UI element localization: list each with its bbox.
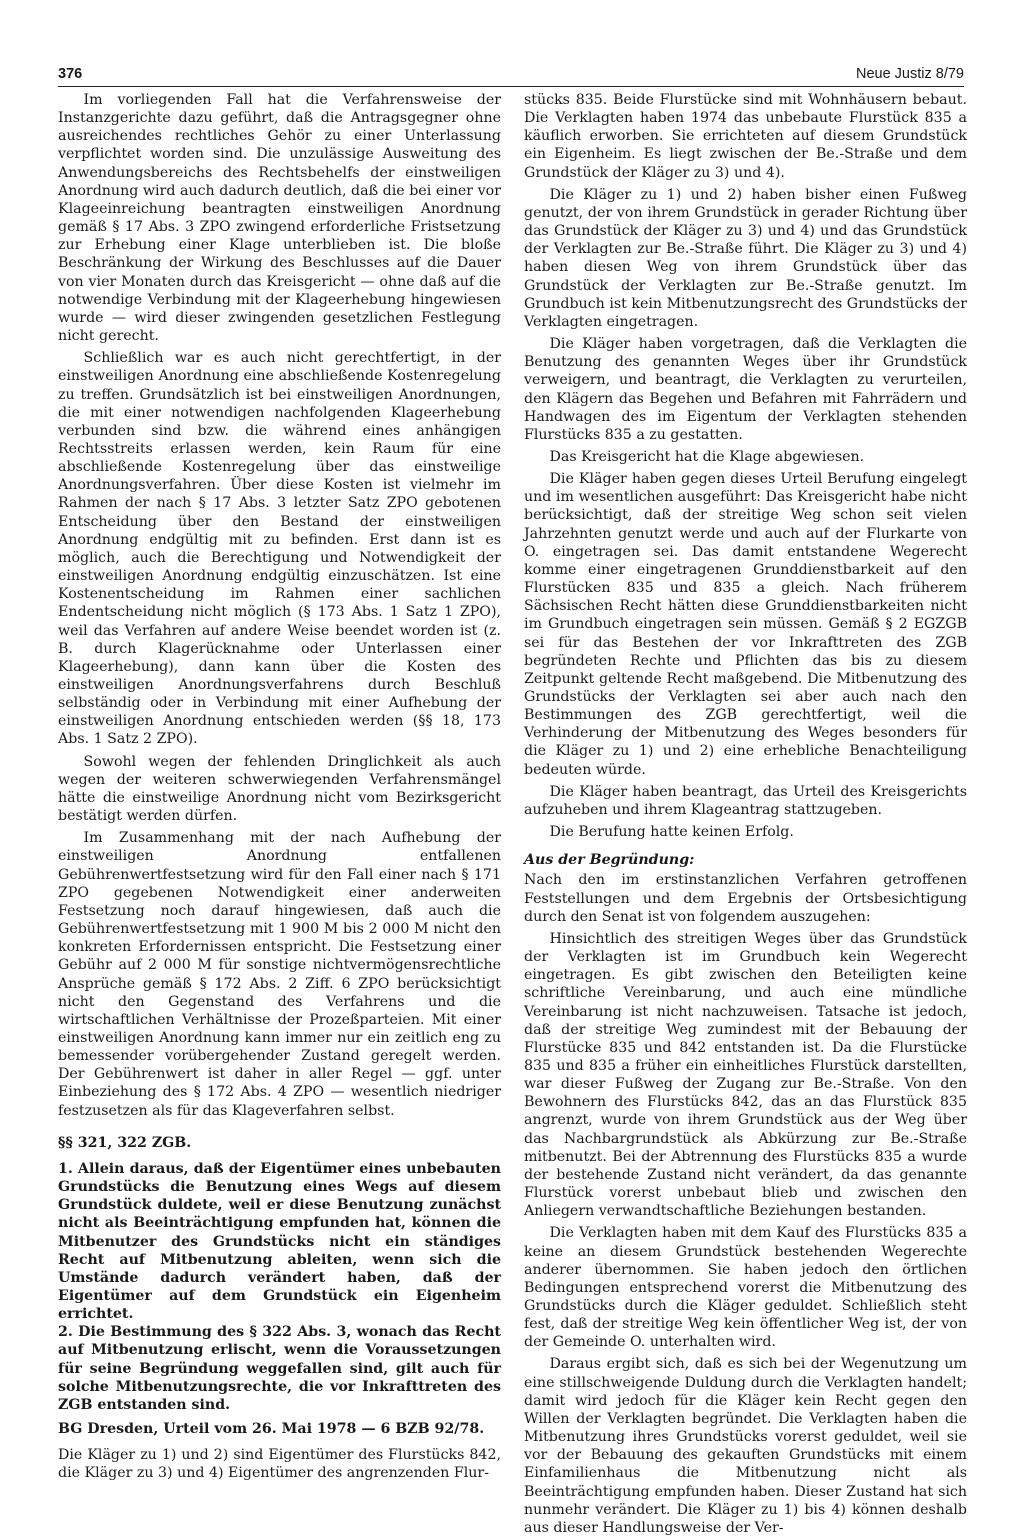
page-number: 376 bbox=[58, 66, 83, 82]
section-heading: Aus der Begründung: bbox=[524, 852, 695, 869]
left-column bbox=[58, 91, 501, 1482]
paragraph: Daraus ergibt sich, daß es sich bei der Wegenutzung um eine stillschweigende Duldung durch die Verklagten handelt; damit wird jedoch für die Kläger kein Recht gegen den Willen der Verklagten begründet. Die Verklagten haben die Mitbenutzung ihres Grundstücks vorerst geduldet, weil sie vor der Bebauung des gekauften Grundstücks mit einem Einfamilienhaus die Mitbenutzung nicht als Beeinträchtigung empfunden haben. Dieser Zustand hat sich nunmehr verändert. Die Kläger zu 1) bis 4) können deshalb aus dieser Handlungsweise der Ver- bbox=[524, 1356, 967, 1536]
paragraph: Schließlich war es auch nicht gerechtfertigt, in der einstweiligen Anordnung eine abschließende Kostenregelung zu treffen. Grundsätzlich ist bei einstweiligen Anordnungen, die mit einer notwendigen nachfolgenden Klageerhebung verbunden sind bzw. die während eines anhängigen Rechtsstreits erlassen werden, kein Raum für eine abschließende Kostenregelung über das einstweilige Anordnungsverfahren. Über diese Kosten ist vielmehr im Rahmen der nach § 17 Abs. 3 letzter Satz ZPO gebotenen Entscheidung über den Bestand der einstweiligen Anordnung endgültig mit zu befinden. Erst dann ist es möglich, auch die Berechtigung und Notwendigkeit der einstweiligen Anordnung endgültig einzuschätzen. Ist eine Kostenentscheidung im Rahmen einer sachlichen Endentscheidung nicht möglich (§ 173 Abs. 1 Satz 1 ZPO), weil das Verfahren auf andere Weise beendet worden ist (z. B. durch Klagerücknahme oder Unterlassen einer Klageerhebung), dann kann über die Kosten des einstweiligen Anordnungsverfahrens durch Beschluß selbständig oder in Verbindung mit einer Aufhebung der einstweiligen Anordnung entschieden werden (§§ 18, 173 Abs. 1 Satz 2 ZPO). bbox=[58, 350, 501, 748]
paragraph: Im vorliegenden Fall hat die Verfahrensweise der Instanzgerichte dazu geführt, daß die Antragsgegner ohne ausreichendes rechtliches Gehör zu einer Unterlassung verpflichtet worden sind. Die unzulässige Ausweitung des Anwendungsbereichs des Rechtsbehelfs der einstweiligen Anordnung wird auch dadurch deutlich, daß die bei einer vor Klageeinreichung beantragten einstweiligen Anordnung gemäß § 17 Abs. 3 ZPO zwingend erforderliche Fristsetzung zur Erhebung einer Klage unterblieben ist. Die bloße Beschränkung der Wirkung des Beschlusses auf die Dauer von vier Monaten durch das Kreisgericht — ohne daß auf die notwendige Verbindung mit der Klageerhebung hingewiesen wurde — wird dieser zwingenden gesetzlichen Festlegung nicht gerecht. bbox=[58, 92, 501, 345]
paragraph: Sowohl wegen der fehlenden Dringlichkeit als auch wegen der weiteren schwerwiegenden Verfahrensmängel hätte die einstweilige Anordnung nicht vom Bezirksgericht bestätigt werden dürfen. bbox=[58, 753, 501, 825]
paragraph: Die Verklagten haben mit dem Kauf des Flurstücks 835 a keine an diesem Grundstück bestehenden Wegerechte anderer übernommen. Sie haben jedoch den örtlichen Bedingungen entsprechend vorerst die Mitbenutzung des Grundstücks durch die Kläger geduldet. Schließlich steht fest, daß der streitige Weg kein öffentlicher Weg ist, der von der Gemeinde O. unterhalten wird. bbox=[524, 1225, 967, 1351]
paragraph: Die Berufung hatte keinen Erfolg. bbox=[549, 824, 794, 841]
paragraph: Nach den im erstinstanzlichen Verfahren getroffenen Feststellungen und dem Ergebnis der Ortsbesichtigung durch den Senat ist von folgendem auszugehen: bbox=[524, 872, 967, 925]
decision-citation: BG Dresden, Urteil vom 26. Mai 1978 — 6 BZB 92/78. bbox=[58, 1421, 485, 1438]
law-reference: §§ 321, 322 ZGB. bbox=[58, 1134, 192, 1151]
paragraph: Das Kreisgericht hat die Klage abgewiesen. bbox=[549, 448, 865, 465]
headnote-2: 2. Die Bestimmung des § 322 Abs. 3, wonach das Recht auf Mitbenutzung erlischt, wenn die Voraussetzungen für seine Begründung weggefallen sind, gilt auch für solche Mitbenutzungsrechte, die vor Inkrafttreten des ZGB entstanden sind. bbox=[58, 1324, 501, 1413]
paragraph: Hinsichtlich des streitigen Weges über das Grundstück der Verklagten ist im Grundbuch kein Wegerecht eingetragen. Es gibt zwischen den Beteiligten keine schriftliche Vereinbarung, und auch eine mündliche Vereinbarung ist nicht nachzuweisen. Tatsache ist jedoch, daß der streitige Weg zumindest mit der Bebauung der Flurstücke 835 und 842 entstanden ist. Da die Flurstücke 835 und 835 a früher ein einheitliches Flurstück darstellten, war dieser Fußweg der Zugang zur Be.-Straße. Von den Bewohnern des Flurstücks 842, das an das Flurstück 835 angrenzt, wurde von ihrem Grundstück aus der Weg über das Nachbargrundstück als Abkürzung zur Be.-Straße mitbenutzt. Bei der Abtrennung des Flurstücks 835 a wurde der bestehende Zustand nicht verändert, da das genannte Flurstück vorerst unbebaut blieb und zwischen den Anliegern verwandtschaftliche Beziehungen bestanden. bbox=[524, 930, 967, 1220]
paragraph: Im Zusammenhang mit der nach Aufhebung der einstweiligen Anordnung entfallenen Gebührenwertfestsetzung wird für den Fall einer nach § 171 ZPO gegebenen Notwendigkeit einer anderweiten Festsetzung noch darauf hingewiesen, daß auch die Gebührenwertfestsetzung mit 1 900 M bis 2 000 M nicht den konkreten Erfordernissen entspricht. Die Festsetzung einer Gebühr auf 2 000 M für sonstige nichtvermögensrechtliche Ansprüche gemäß § 172 Abs. 2 Ziff. 6 ZPO berücksichtigt nicht den Gegenstand des Verfahrens und die wirtschaftlichen Verhältnisse der Prozeßparteien. Mit einer einstweiligen Anordnung kann immer nur ein zeitlich eng zu bemessender vorübergehender Zustand geregelt werden. Der Gebührenwert ist daher in aller Regel — ggf. unter Einbeziehung des § 172 Abs. 4 ZPO — wesentlich niedriger festzusetzen als für das Klageverfahren selbst. bbox=[58, 830, 501, 1119]
paragraph: Die Kläger zu 1) und 2) sind Eigentümer des Flurstücks 842, die Kläger zu 3) und 4) Eigentümer des angrenzenden Flur- bbox=[58, 1447, 501, 1482]
paragraph: Die Kläger haben vorgetragen, daß die Verklagten die Benutzung des genannten Weges über ihr Grundstück verweigern, und beantragt, die Verklagten zu verurteilen, den Klägern das Begehen und Befahren mit Fahrrädern und Handwagen des im Eigentum der Verklagten stehenden Flurstücks 835 a zu gestatten. bbox=[524, 336, 967, 443]
headnote-1: 1. Allein daraus, daß der Eigentümer eines unbebauten Grundstücks die Benutzung eines Wegs auf diesem Grundstück duldete, weil er diese Benutzung zunächst nicht als Beeinträchtigung empfunden hat, können die Mitbenutzer des Grundstücks nicht ein ständiges Recht auf Mitbenutzung ableiten, wenn sich die Umstände dadurch verändert haben, daß der Eigentümer auf dem Grundstück ein Eigenheim errichtet. bbox=[58, 1160, 501, 1323]
paragraph: stücks 835. Beide Flurstücke sind mit Wohnhäusern bebaut. Die Verklagten haben 1974 das unbebaute Flurstück 835 a käuflich erworben. Sie errichteten auf diesem Grundstück ein Eigenheim. Es liegt zwischen der Be.-Straße und dem Grundstück der Kläger zu 3) und 4). bbox=[524, 92, 967, 181]
paragraph: Die Kläger haben beantragt, das Urteil des Kreisgerichts aufzuheben und ihrem Klageantrag stattzugeben. bbox=[524, 783, 967, 818]
paragraph: Die Kläger zu 1) und 2) haben bisher einen Fußweg genutzt, der von ihrem Grundstück in gerader Richtung über das Grundstück der Kläger zu 3) und 4) und das Grundstück der Verklagten zur Be.-Straße führt. Die Kläger zu 3) und 4) haben diesen Weg von ihrem Grundstück über das Grundstück der Verklagten zur Be.-Straße genutzt. Im Grundbuch ist kein Mitbenutzungsrecht des Grundstücks der Verklagten eingetragen. bbox=[524, 186, 967, 330]
right-column bbox=[524, 91, 967, 1536]
paragraph: Die Kläger haben gegen dieses Urteil Berufung eingelegt und im wesentlichen ausgeführt: Das Kreisgericht habe nicht berücksichtigt, daß der streitige Weg schon seit vielen Jahrzehnten genutzt werde und auch auf der Flurkarte von O. eingetragen sei. Das damit entstandene Wegerecht komme einer eingetragenen Grunddienstbarkeit auf den Flurstücken 835 und 835 a gleich. Nach früherem Sächsischen Recht hätten diese Grunddienstbarkeiten nicht im Grundbuch eingetragen sein müssen. Gemäß § 2 EGZGB sei für das Bestehen der vor Inkrafttreten des ZGB begründeten Rechte und Pflichten das bis zu diesem Zeitpunkt geltende Recht maßgebend. Die Mitbenutzung des Grundstücks der Verklagten sei aber auch nach den Bestimmungen des ZGB gerechtfertigt, weil die Verhinderung der Mitbenutzung des Weges besonders für die Kläger zu 1) und 2) eine erhebliche Benachteiligung bedeuten würde. bbox=[524, 471, 967, 778]
journal-issue: Neue Justiz 8/79 bbox=[855, 66, 964, 82]
header-rule bbox=[58, 86, 964, 87]
